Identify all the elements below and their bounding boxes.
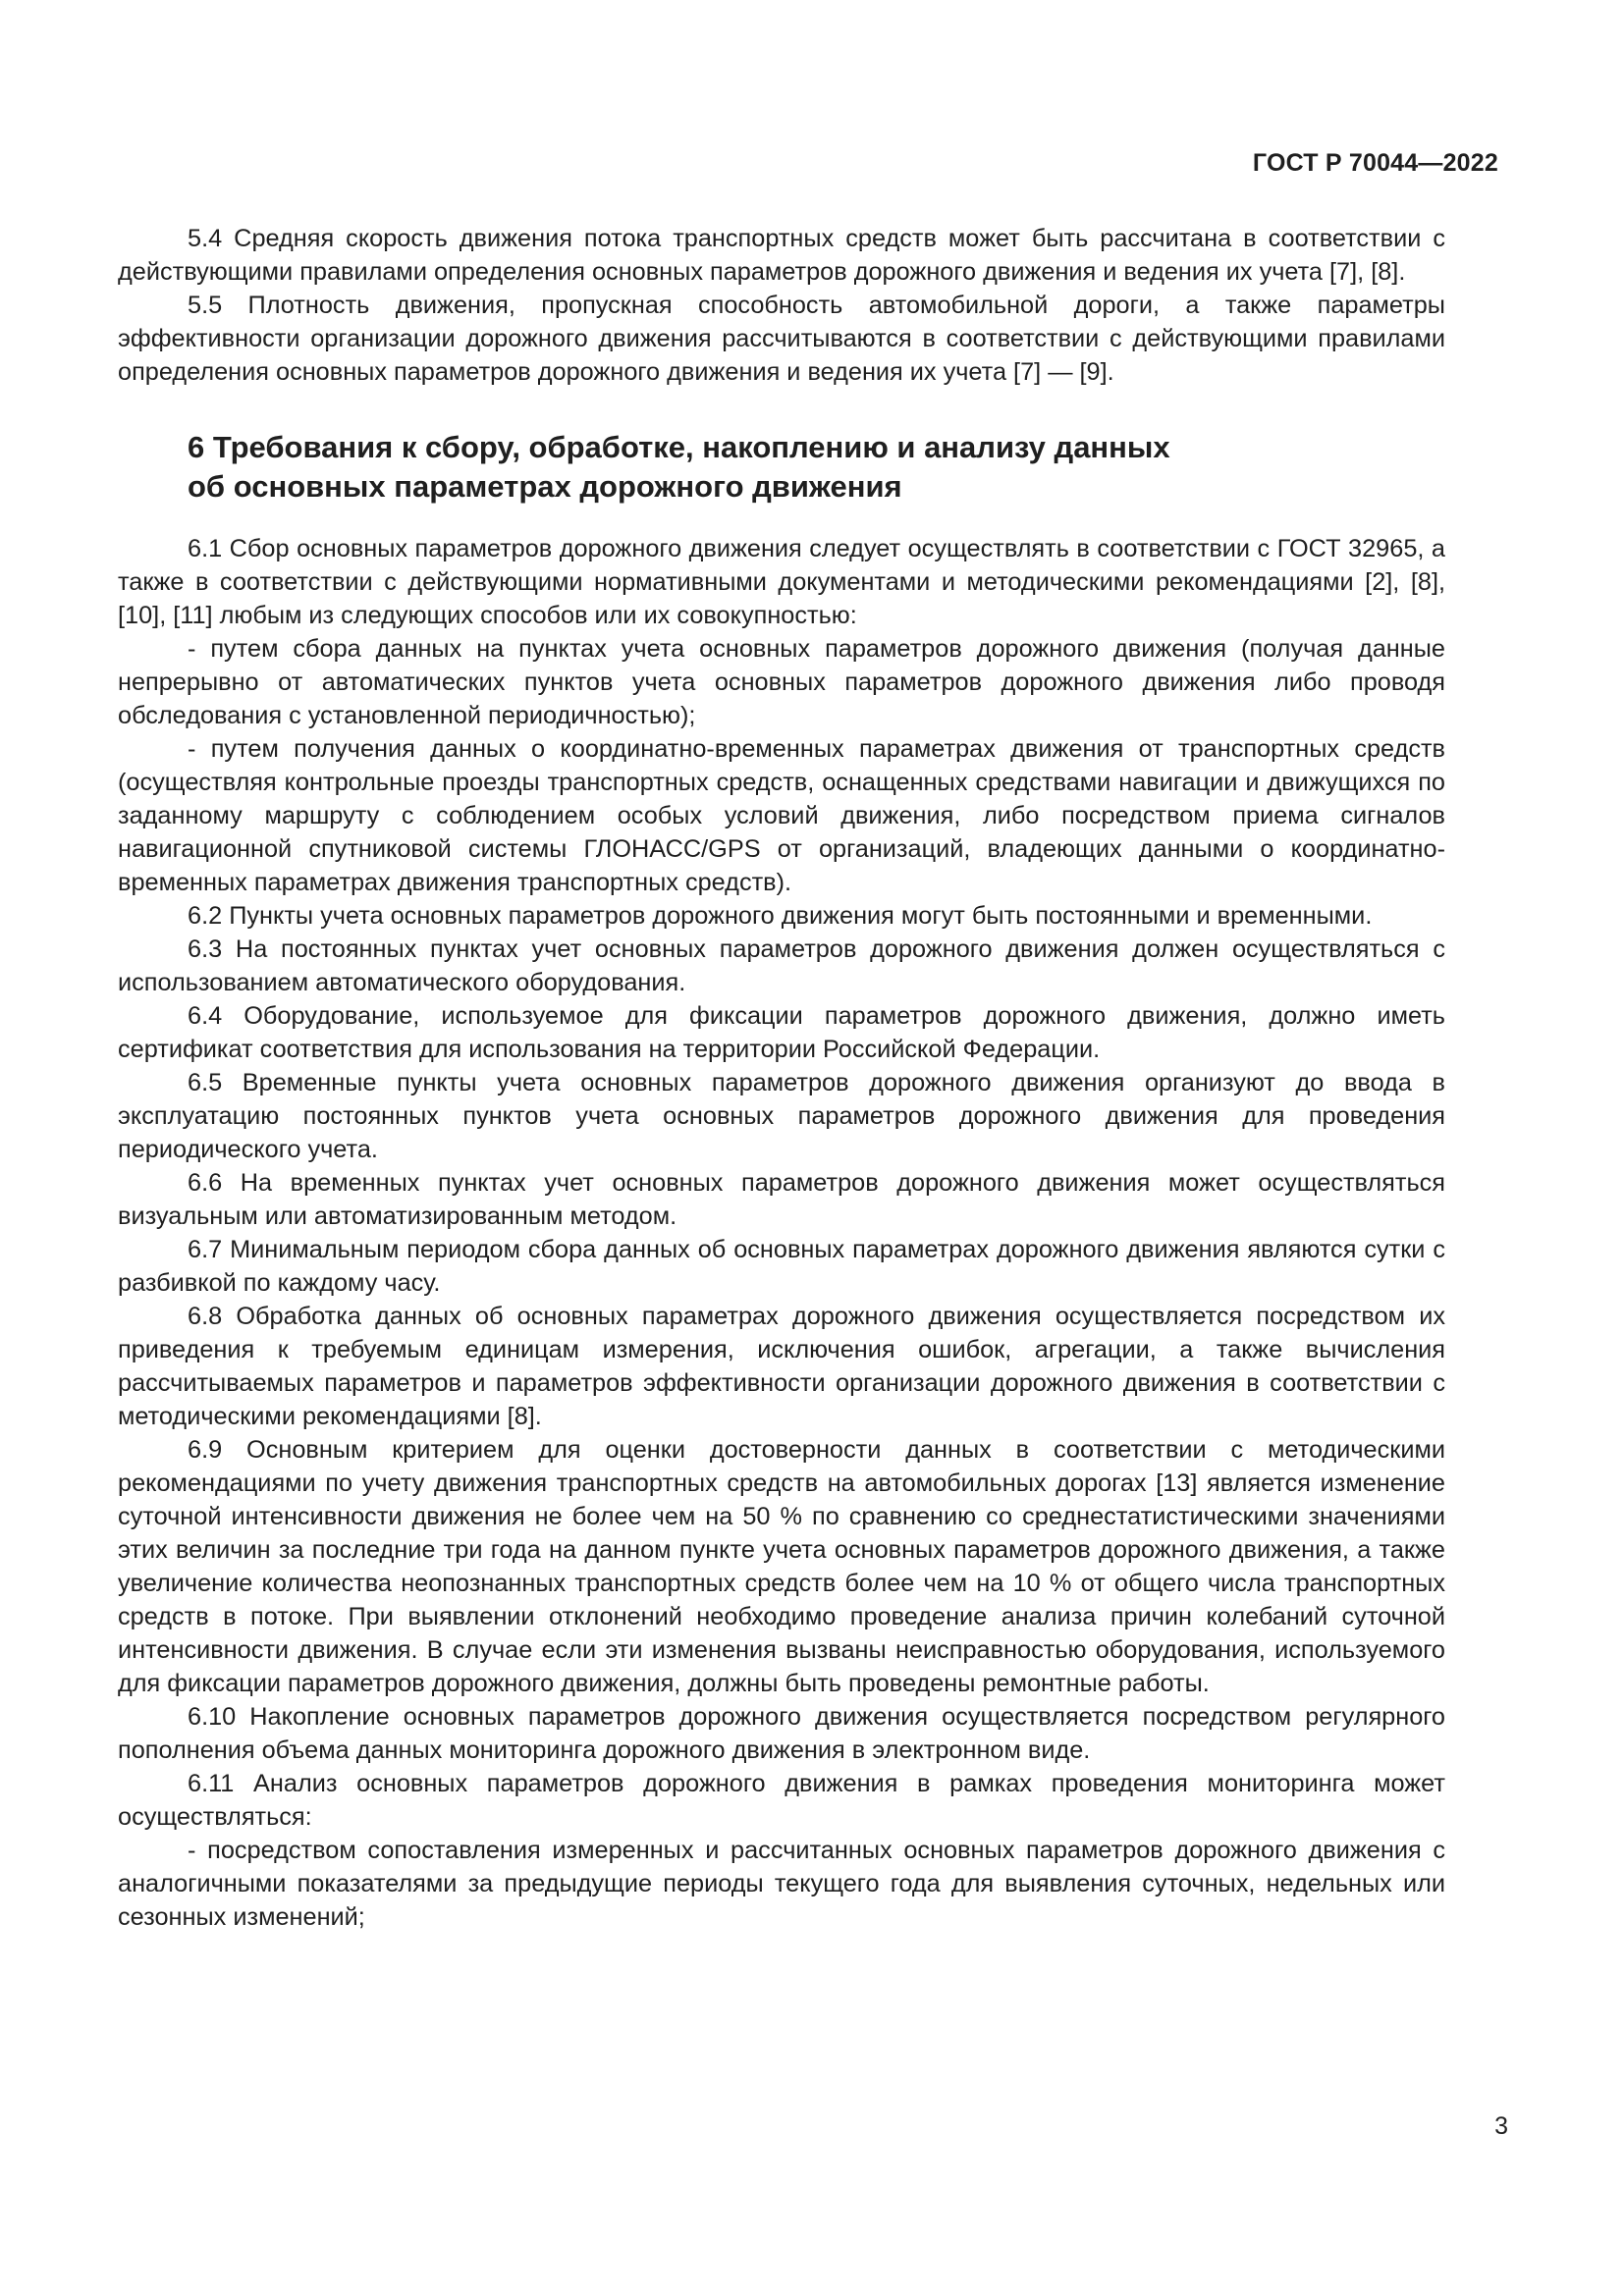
paragraph-6-7: 6.7 Минимальным периодом сбора данных об основных параметрах дорожного движения являются сутки с разбивкой по каждому часу.: [118, 1236, 1445, 1297]
paragraph-6-1: 6.1 Сбор основных параметров дорожного движения следует осуществлять в соответствии с ГОСТ 32965, а также в соответствии с действующими нормативными документами и методическими рекомендациями [2], [8], [10], [11] любым из следующих способов или их совокупностью:: [118, 535, 1445, 629]
paragraph-6-11: 6.11 Анализ основных параметров дорожного движения в рамках проведения мониторинга может осуществляться:: [118, 1770, 1445, 1831]
paragraph-5-4: 5.4 Средняя скорость движения потока транспортных средств может быть рассчитана в соответствии с действующими правилами определения основных параметров дорожного движения и ведения их учета [7], [8].: [118, 225, 1445, 286]
paragraph-6-5: 6.5 Временные пункты учета основных параметров дорожного движения организуют до ввода в эксплуатацию постоянных пунктов учета основных параметров дорожного движения для проведения периодического учета.: [118, 1069, 1445, 1163]
document-code: ГОСТ Р 70044—2022: [1252, 149, 1498, 177]
section-6-heading-line-2: об основных параметрах дорожного движения: [188, 469, 902, 504]
section-5-tail: [118, 222, 1445, 389]
paragraph-6-2: 6.2 Пункты учета основных параметров дорожного движения могут быть постоянными и временными.: [188, 902, 1373, 930]
section-6-body: [118, 532, 1445, 1934]
paragraph-6-8: 6.8 Обработка данных об основных параметрах дорожного движения осуществляется посредством их приведения к требуемым единицам измерения, исключения ошибок, агрегации, а также вычисления рассчитываемых параметров и параметров эффективности организации дорожного движения в соответствии с методическими рекомендациями [8].: [118, 1303, 1445, 1430]
page-body: [118, 222, 1445, 1934]
paragraph-6-4: 6.4 Оборудование, используемое для фиксации параметров дорожного движения, должно иметь сертификат соответствия для использования на территории Российской Федерации.: [118, 1002, 1445, 1063]
list-item-data-collection-points: - путем сбора данных на пунктах учета основных параметров дорожного движения (получая данные непрерывно от автоматических пунктов учета основных параметров дорожного движения либо проводя обследования с установленной периодичностью);: [118, 635, 1445, 729]
list-item-coordinate-time-data: - путем получения данных о координатно-временных параметрах движения от транспортных средств (осуществляя контрольные проезды транспортных средств, оснащенных средствами навигации и движущихся по заданному маршруту с соблюдением особых условий движения, либо посредством приема сигналов навигационной спутниковой системы ГЛОНАСС/GPS от организаций, владеющих данными о координатно-временных параметрах движения транспортных средств).: [118, 735, 1445, 896]
paragraph-6-6: 6.6 На временных пунктах учет основных параметров дорожного движения может осуществляться визуальным или автоматизированным методом.: [118, 1169, 1445, 1230]
page-number: 3: [1494, 2112, 1508, 2140]
paragraph-5-5: 5.5 Плотность движения, пропускная способность автомобильной дороги, а также параметры эффективности организации дорожного движения рассчитываются в соответствии с действующими правилами определения основных параметров дорожного движения и ведения их учета [7] — [9].: [118, 292, 1445, 386]
paragraph-6-10: 6.10 Накопление основных параметров дорожного движения осуществляется посредством регулярного пополнения объема данных мониторинга дорожного движения в электронном виде.: [118, 1703, 1445, 1764]
list-item-comparison-analysis: - посредством сопоставления измеренных и рассчитанных основных параметров дорожного движения с аналогичными показателями за предыдущие периоды текущего года для выявления суточных, недельных или сезонных изменений;: [118, 1837, 1445, 1931]
section-6-heading: [118, 428, 1445, 507]
paragraph-6-3: 6.3 На постоянных пунктах учет основных параметров дорожного движения должен осуществляться с использованием автоматического оборудования.: [118, 935, 1445, 996]
section-6-heading-line-1: 6 Требования к сбору, обработке, накоплению и анализу данных: [188, 430, 1170, 464]
paragraph-6-9: 6.9 Основным критерием для оценки достоверности данных в соответствии с методическими рекомендациями по учету движения транспортных средств на автомобильных дорогах [13] является изменение суточной интенсивности движения не более чем на 50 % по сравнению со среднестатистическими значениями этих величин за последние три года на данном пункте учета основных параметров дорожного движения, а также увеличение количества неопознанных транспортных средств более чем на 10 % от общего числа транспортных средств в потоке. При выявлении отклонений необходимо проведение анализа причин колебаний суточной интенсивности движения. В случае если эти изменения вызваны неисправностью оборудования, используемого для фиксации параметров дорожного движения, должны быть проведены ремонтные работы.: [118, 1436, 1445, 1697]
